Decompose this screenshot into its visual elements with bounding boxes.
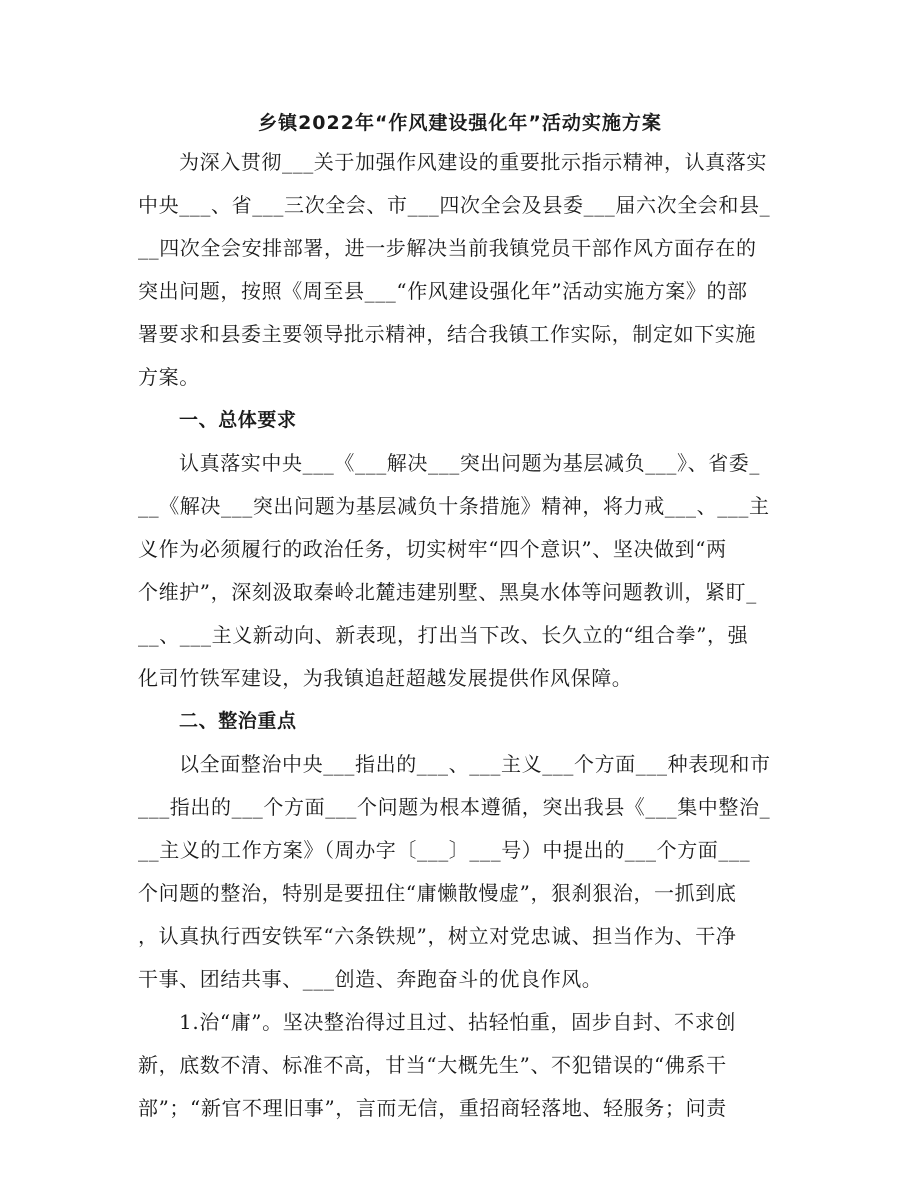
- intro-line: __四次全会安排部署，进一步解决当前我镇党员干部作风方面存在的: [138, 236, 757, 260]
- section1-line: 认真落实中央___《___解决___突出问题为基层减负___》、省委_: [179, 451, 760, 475]
- section-heading-overall: 一、总体要求: [179, 409, 297, 431]
- section2-line: __主义的工作方案》（周办字〔___〕___号）中提出的___个方面___: [138, 838, 751, 862]
- section1-line: 个维护”，深刻汲取秦岭北麓违建别墅、黑臭水体等问题教训，紧盯_: [138, 580, 757, 604]
- section1-line: __《解决___突出问题为基层减负十条措施》精神，将力戒___、___主: [138, 494, 770, 518]
- section2-line: ___指出的___个方面___个问题为根本遵循，突出我县《___集中整治_: [138, 795, 771, 819]
- section2-line: ，认真执行西安铁军“六条铁规”，树立对党忠诚、担当作为、干净: [138, 924, 737, 948]
- intro-line: 为深入贯彻___关于加强作风建设的重要批示指示精神，认真落实: [179, 150, 767, 174]
- intro-line: 中央___、省___三次全会、市___四次全会及县委___届六次全会和县_: [138, 193, 771, 217]
- item1-line: 新，底数不清、标准不高，甘当“大概先生”、不犯错误的“佛系干: [138, 1053, 727, 1077]
- section2-line: 以全面整治中央___指出的___、___主义___个方面___种表现和市: [179, 752, 771, 776]
- item1-line: 1.治“庸”。坚决整治得过且过、拈轻怕重，固步自封、不求创: [179, 1010, 736, 1034]
- section2-line: 个问题的整治，特别是要扭住“庸懒散慢虚”，狠刹狠治，一抓到底: [138, 881, 737, 905]
- section1-line: 义作为必须履行的政治任务，切实树牢“四个意识”、坚决做到“两: [138, 537, 727, 561]
- section2-line: 干事、团结共事、___创造、奔跑奋斗的优良作风。: [138, 967, 603, 991]
- intro-line: 突出问题，按照《周至县___“作风建设强化年”活动实施方案》的部: [138, 279, 748, 303]
- section1-line: __、___主义新动向、新表现，打出当下改、长久立的“组合拳”，强: [138, 623, 749, 647]
- intro-line: 署要求和县委主要领导批示精神，结合我镇工作实际，制定如下实施: [138, 322, 756, 346]
- section-heading-focus: 二、整治重点: [179, 710, 297, 732]
- document-title: 乡镇2022年“作风建设强化年”活动实施方案: [258, 112, 662, 134]
- intro-line: 方案。: [138, 365, 200, 389]
- section1-line: 化司竹铁军建设，为我镇追赶超越发展提供作风保障。: [138, 666, 633, 690]
- item1-line: 部”；“新官不理旧事”，言而无信，重招商轻落地、轻服务；问责: [138, 1096, 727, 1120]
